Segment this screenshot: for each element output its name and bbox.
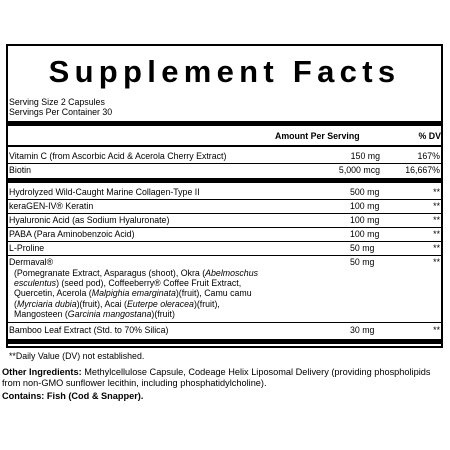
desc-text: )(fruit), Acai ( — [76, 298, 127, 309]
desc-text: )(fruit), Camu camu — [175, 288, 252, 299]
desc-text: )(fruit) — [151, 308, 175, 319]
desc-text: ( — [14, 298, 17, 309]
serving-size: Serving Size 2 Capsules — [9, 97, 105, 107]
ingredient-name: Dermaval® — [9, 257, 54, 267]
ingredient-name: Hyaluronic Acid (as Sodium Hyaluronate) — [9, 215, 170, 225]
table-row — [9, 256, 440, 268]
allergen-statement: Contains: Fish (Cod & Snapper). — [2, 391, 144, 401]
table-row — [9, 150, 440, 162]
dv-header: % DV — [418, 131, 441, 141]
ingredient-amount: 100 mg — [350, 215, 380, 225]
dermaval-description — [14, 268, 334, 319]
table-row — [9, 200, 440, 212]
ingredient-dv: ** — [433, 325, 440, 335]
desc-text: ) (seed pod), Coffeeberry® Coffee Fruit Extract, — [56, 278, 242, 289]
table-row — [9, 164, 440, 176]
nutrient-dv: 167% — [417, 151, 440, 161]
desc-latin: Myrciaria dubia — [16, 298, 77, 309]
medium-divider — [6, 145, 443, 147]
table-row — [9, 186, 440, 198]
desc-latin: esculentus — [14, 278, 57, 289]
other-ingredients-label: Other Ingredients: — [2, 367, 82, 377]
desc-latin: Euterpe oleracea — [126, 298, 194, 309]
nutrient-dv: 16,667% — [405, 165, 440, 175]
ingredient-name: Bamboo Leaf Extract (Std. to 70% Silica) — [9, 325, 169, 335]
table-row — [9, 324, 440, 336]
panel-title: Supplement Facts — [48, 54, 401, 89]
ingredient-dv: ** — [433, 201, 440, 211]
ingredient-dv: ** — [433, 243, 440, 253]
ingredient-amount: 30 mg — [350, 325, 375, 335]
ingredient-amount: 50 mg — [350, 257, 375, 267]
ingredient-amount: 50 mg — [350, 243, 375, 253]
servings-per-container: Servings Per Container 30 — [9, 107, 113, 117]
desc-latin: Garcinia mangostana — [67, 308, 152, 319]
ingredient-name: keraGEN-IV® Keratin — [9, 201, 94, 211]
desc-text: Quercetin, Acerola ( — [14, 288, 92, 299]
desc-text: (Pomegranate Extract, Asparagus (shoot), Okra ( — [14, 268, 206, 278]
ingredient-name: PABA (Para Aminobenzoic Acid) — [9, 229, 135, 239]
ingredient-amount: 100 mg — [350, 201, 380, 211]
other-ingredients-text: Methylcellulose Capsule, Codeage Helix Liposomal Delivery (providing phospholipids from non-GMO sunflower lecithin, including phosphatidylcholine). — [2, 367, 431, 388]
amount-header: Amount Per Serving — [275, 131, 360, 141]
desc-text: )(fruit), — [193, 298, 220, 309]
ingredient-dv: ** — [433, 257, 440, 267]
nutrient-amount: 150 mg — [350, 151, 380, 161]
ingredient-dv: ** — [433, 215, 440, 225]
thick-divider — [6, 178, 443, 183]
ingredient-name: Hydrolyzed Wild-Caught Marine Collagen-Type II — [9, 187, 200, 197]
ingredient-dv: ** — [433, 229, 440, 239]
table-row — [9, 214, 440, 226]
ingredient-dv: ** — [433, 187, 440, 197]
ingredient-amount: 500 mg — [350, 187, 380, 197]
nutrient-amount: 5,000 mcg — [338, 165, 380, 175]
thick-divider — [6, 339, 443, 344]
desc-latin: Malpighia emarginata — [91, 288, 176, 299]
dv-footnote: **Daily Value (DV) not established. — [9, 351, 145, 361]
ingredient-amount: 100 mg — [350, 229, 380, 239]
desc-text: Mangosteen ( — [14, 308, 68, 319]
table-row — [9, 242, 440, 254]
table-row — [9, 228, 440, 240]
ingredient-name: L-Proline — [9, 243, 45, 253]
thick-divider — [6, 121, 443, 126]
nutrient-name: Vitamin C (from Ascorbic Acid & Acerola Cherry Extract) — [9, 151, 227, 161]
other-ingredients — [2, 367, 448, 389]
desc-latin: Abelmoschus — [205, 268, 258, 278]
nutrient-name: Biotin — [9, 165, 32, 175]
row-divider — [6, 322, 443, 323]
